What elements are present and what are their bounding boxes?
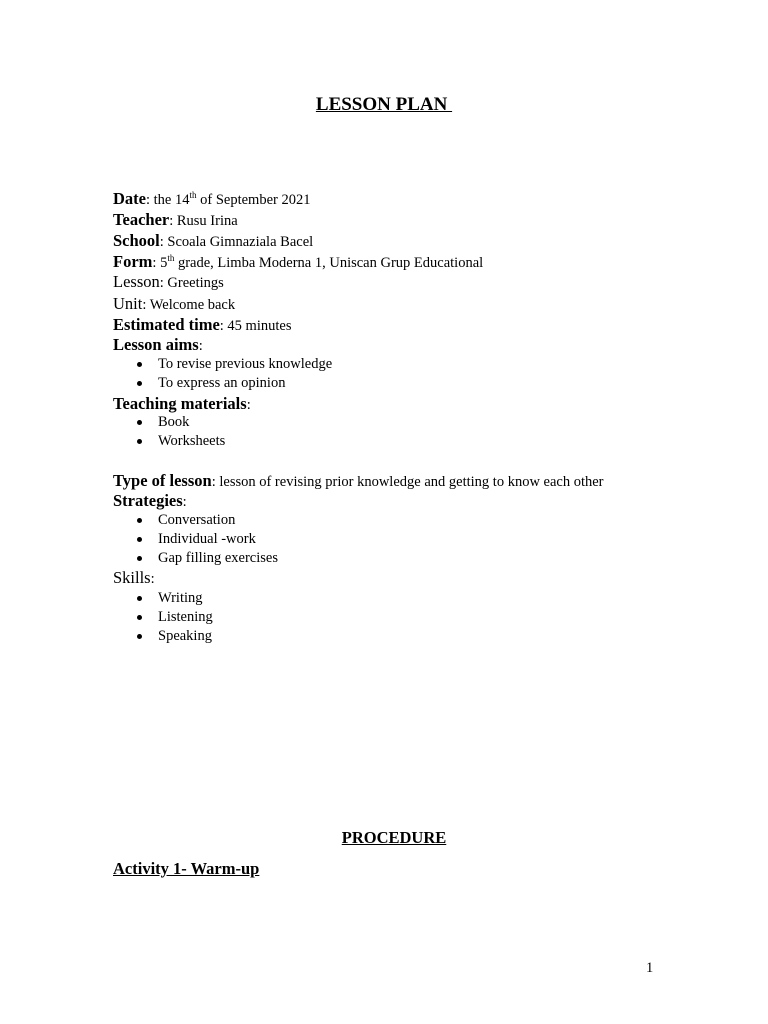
unit-field [113, 294, 235, 315]
list-item-text: To revise previous knowledge [158, 356, 333, 372]
list-item [113, 374, 332, 393]
skills-field [113, 568, 155, 589]
lesson-aims-list [113, 355, 332, 393]
school-value: : Scoala Gimnaziala Bacel [159, 234, 314, 250]
list-item-text: Writing [158, 590, 203, 606]
list-item [113, 511, 278, 530]
list-item-text: Conversation [158, 512, 236, 528]
teacher-value: : Rusu Irina [169, 213, 238, 229]
list-item [113, 589, 213, 608]
skills-colon: : [150, 571, 155, 587]
list-item [113, 530, 278, 549]
lesson-aims-colon: : [198, 338, 203, 354]
procedure-heading: PROCEDURE [341, 828, 447, 847]
list-item [113, 413, 225, 432]
school-label: School [113, 231, 160, 250]
list-item-text: Book [158, 414, 190, 430]
lesson-aims-label: Lesson aims [113, 335, 199, 354]
form-separator: : [152, 255, 161, 271]
type-of-lesson-value: : lesson of revising prior knowledge and getting to know each other [211, 474, 604, 490]
teacher-label: Teacher [113, 210, 170, 229]
form-suffix: grade, Limba Moderna 1, Uniscan Grup Educational [174, 255, 484, 271]
bullet-icon [137, 420, 142, 425]
strategies-label: Strategies [113, 491, 183, 510]
date-label: Date [113, 189, 146, 208]
list-item-text: Worksheets [158, 433, 226, 449]
date-separator: : [145, 192, 154, 208]
lesson-field [113, 272, 224, 293]
bullet-icon [137, 634, 142, 639]
activity-heading: Activity 1- Warm-up [113, 859, 260, 878]
lesson-value: : Greetings [159, 275, 224, 291]
list-item-text: To express an opinion [158, 375, 286, 391]
strategies-colon: : [182, 494, 187, 510]
teaching-materials-field [113, 394, 251, 415]
form-prefix: 5 [160, 255, 168, 271]
list-item-text: Individual -work [158, 531, 256, 547]
strategies-list [113, 511, 278, 568]
skills-list [113, 589, 213, 646]
page-title: LESSON PLAN [315, 94, 453, 115]
form-label: Form [113, 252, 153, 271]
bullet-icon [137, 537, 142, 542]
type-of-lesson-label: Type of lesson [113, 471, 212, 490]
list-item [113, 549, 278, 568]
list-item [113, 608, 213, 627]
date-prefix: the 14 [153, 192, 190, 208]
teaching-materials-label: Teaching materials [113, 394, 247, 413]
form-field [113, 252, 483, 273]
bullet-icon [137, 439, 142, 444]
estimated-time-label: Estimated time [113, 315, 220, 334]
list-item-text: Listening [158, 609, 213, 625]
type-of-lesson-field [113, 471, 604, 492]
bullet-icon [137, 615, 142, 620]
date-field [113, 189, 310, 210]
list-item [113, 432, 225, 451]
bullet-icon [137, 381, 142, 386]
bullet-icon [137, 362, 142, 367]
teaching-materials-list [113, 413, 225, 451]
strategies-field [113, 491, 187, 512]
form-ordinal: th [167, 253, 175, 264]
list-item-text: Speaking [158, 628, 212, 644]
bullet-icon [137, 518, 142, 523]
date-ordinal: th [189, 190, 197, 201]
date-suffix: of September 2021 [196, 192, 311, 208]
teacher-field [113, 210, 238, 231]
list-item-text: Gap filling exercises [158, 550, 278, 566]
estimated-time-field [113, 315, 291, 336]
lesson-label: Lesson [113, 272, 160, 291]
list-item [113, 627, 213, 646]
estimated-time-value: : 45 minutes [219, 318, 292, 334]
teaching-materials-colon: : [246, 397, 251, 413]
unit-value: : Welcome back [142, 297, 236, 313]
bullet-icon [137, 556, 142, 561]
skills-label: Skills [113, 568, 151, 587]
unit-label: Unit [113, 294, 143, 313]
bullet-icon [137, 596, 142, 601]
school-field [113, 231, 313, 252]
lesson-aims-field [113, 335, 203, 356]
list-item [113, 355, 332, 374]
page-number: 1 [646, 960, 654, 976]
